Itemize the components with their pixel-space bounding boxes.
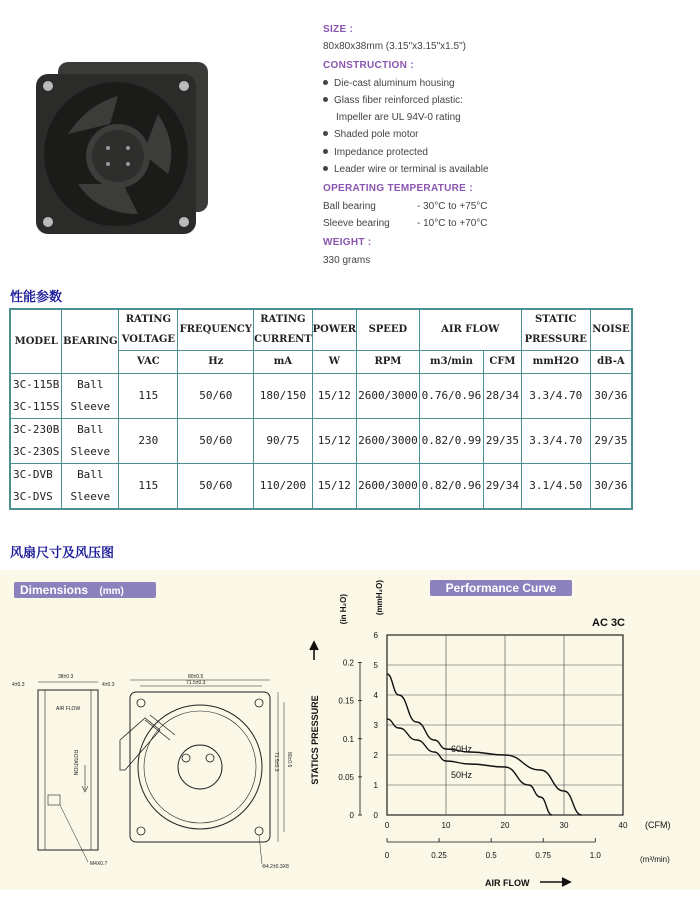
pressure-cell: 3.3/4.70 [521,419,590,464]
airflow-m3-cell: 0.76/0.96 [419,374,483,419]
unit-cell: dB-A [590,351,632,374]
y-tick-label-in: 0.05 [338,772,354,782]
curve-label-50hz: 50Hz [451,770,473,780]
model-label: AC 3C [592,617,626,629]
unit-cell: Hz [178,351,254,374]
power-cell: 15/12 [312,464,356,510]
unit-cell: mA [254,351,313,374]
model-cell: 3C-115B 3C-115S [10,374,62,419]
construction-heading: CONSTRUCTION : [323,60,414,71]
y-tick-label-mm: 5 [373,661,378,670]
optemp-label: Sleeve bearing [323,218,390,229]
x-axis-title: AIR FLOW [485,878,530,888]
height-80-label: 80±0.5 [286,752,292,768]
table-section-title: 性能参数 [10,289,63,304]
dim-top-label: 38±0.3 [58,674,74,680]
frequency-cell: 50/60 [178,419,254,464]
x-unit-cfm: (CFM) [645,820,671,830]
construction-item: Impedance protected [323,147,428,158]
performance-tag: Performance Curve [430,580,572,596]
bullet-icon [323,131,328,136]
current-cell: 110/200 [254,464,313,510]
size-heading: SIZE : [323,24,354,35]
power-cell: 15/12 [312,419,356,464]
optemp-value: - 10°C to +70°C [417,218,488,229]
model-cell: 3C-DVB 3C-DVS [10,464,62,510]
dimensions-tag: Dimensions (mm) [14,582,156,598]
speed-cell: 2600/3000 [357,374,420,419]
y-tick-label-in: 0.2 [342,658,354,668]
unit-cell: W [312,351,356,374]
y-tick-label-mm: 0 [373,811,378,820]
airflow-label: AIR FLOW [56,706,81,712]
unit-cell: CFM [484,351,522,374]
header-noise: NOISE [590,309,632,351]
unit-cell: RPM [357,351,420,374]
diagram-section-title: 风扇尺寸及风压图 [10,545,115,560]
hole-label: Φ4.2±0.3X8 [262,864,289,870]
x-tick-label-m3: 0 [384,851,390,860]
noise-cell: 29/35 [590,419,632,464]
y-tick-label-in: 0 [349,811,354,820]
bullet-icon [323,97,328,102]
header-bearing: BEARING [62,309,119,374]
voltage-cell: 115 [119,374,178,419]
voltage-cell: 115 [119,464,178,510]
header-air-flow: AIR FLOW [419,309,521,351]
x-tick-label-cfm: 20 [500,821,510,830]
header-row [10,309,632,351]
pressure-cell: 3.3/4.70 [521,374,590,419]
construction-item: Shaded pole motor [323,129,419,140]
curve-label-60hz: 60Hz [451,744,473,754]
size-value: 80x80x38mm (3.15"x3.15"x1.5") [323,41,466,52]
x-tick-label-m3: 0.25 [431,851,447,860]
y-outer-title: (mmH₂O) [375,580,384,616]
airflow-m3-cell: 0.82/0.99 [419,419,483,464]
bearing-cell: Ball Sleeve [62,374,119,419]
dim-right-label: 4±0.3 [102,682,115,688]
airflow-m3-cell: 0.82/0.96 [419,464,483,510]
pressure-cell: 3.1/4.50 [521,464,590,510]
construction-item: Leader wire or terminal is available [323,164,489,175]
diagram-panel [0,570,700,890]
optemp-label: Ball bearing [323,201,376,212]
spec-table [9,308,633,510]
table-row [10,374,632,419]
weight-heading: WEIGHT : [323,237,372,248]
frequency-cell: 50/60 [178,464,254,510]
header-power: POWER [312,309,356,351]
weight-value: 330 grams [323,255,371,266]
construction-item: Die-cast aluminum housing [323,78,455,89]
y-tick-label-mm: 3 [373,721,378,730]
y-tick-label-mm: 1 [373,781,378,790]
x-unit-m3: (m³/min) [640,855,670,864]
table-row [10,464,632,510]
x-tick-label-cfm: 0 [384,821,390,830]
unit-cell: VAC [119,351,178,374]
voltage-cell: 230 [119,419,178,464]
width-80-label: 80±0.5 [188,674,204,680]
airflow-cfm-cell: 28/34 [484,374,522,419]
y-tick-label-in: 0.15 [338,696,354,706]
x-tick-label-cfm: 10 [441,821,451,830]
x-tick-label-m3: 1.0 [589,851,601,860]
bullet-icon [323,80,328,85]
x-tick-label-m3: 0.75 [535,851,552,860]
width-715-label: 71.5±0.3 [186,680,206,686]
x-tick-label-cfm: 40 [618,821,628,830]
performance-chart [300,570,700,890]
current-cell: 90/75 [254,419,313,464]
dimensions-drawing [0,600,310,890]
airflow-cfm-cell: 29/34 [484,464,522,510]
screw-label: M4X0.7 [90,861,108,867]
speed-cell: 2600/3000 [357,419,420,464]
unit-cell: mmH2O [521,351,590,374]
x-axis-arrow-icon [540,878,570,886]
header-rating-current: RATING CURRENT [254,309,313,351]
fan-photo [28,44,218,234]
header-rating-voltage: RATING VOLTAGE [119,309,178,351]
y-tick-label-mm: 2 [373,751,378,760]
table-row [10,419,632,464]
noise-cell: 30/36 [590,374,632,419]
header-static-pressure: STATIC PRESSURE [521,309,590,351]
construction-item: Glass fiber reinforced plastic: [323,95,463,106]
dim-left-label: 4±0.3 [12,682,25,688]
y-inner-title: (in H₂O) [339,594,348,625]
y-tick-label-mm: 6 [373,631,378,640]
bullet-icon [323,166,328,171]
y-tick-label-in: 0.1 [342,734,354,744]
x-tick-label-m3: 0.5 [485,851,497,860]
header-speed: SPEED [357,309,420,351]
height-715-label: 71.5±0.3 [273,752,279,772]
x-tick-label-cfm: 30 [559,821,569,830]
optemp-value: - 30°C to +75°C [417,201,488,212]
frequency-cell: 50/60 [178,374,254,419]
optemp-heading: OPERATING TEMPERATURE : [323,183,473,194]
bullet-icon [323,149,328,154]
noise-cell: 30/36 [590,464,632,510]
y-axis-arrow-icon [310,642,318,660]
y-axis-title: STATICS PRESSURE [310,695,320,785]
header-frequency: FREQUENCY [178,309,254,351]
model-cell: 3C-230B 3C-230S [10,419,62,464]
unit-cell: m3/min [419,351,483,374]
y-tick-label-mm: 4 [373,691,378,700]
speed-cell: 2600/3000 [357,464,420,510]
current-cell: 180/150 [254,374,313,419]
power-cell: 15/12 [312,374,356,419]
rotation-label: ROTATION [72,750,78,776]
construction-item: Impeller are UL 94V-0 rating [336,112,461,123]
bearing-cell: Ball Sleeve [62,419,119,464]
header-model: MODEL [10,309,62,374]
airflow-cfm-cell: 29/35 [484,419,522,464]
bearing-cell: Ball Sleeve [62,464,119,510]
